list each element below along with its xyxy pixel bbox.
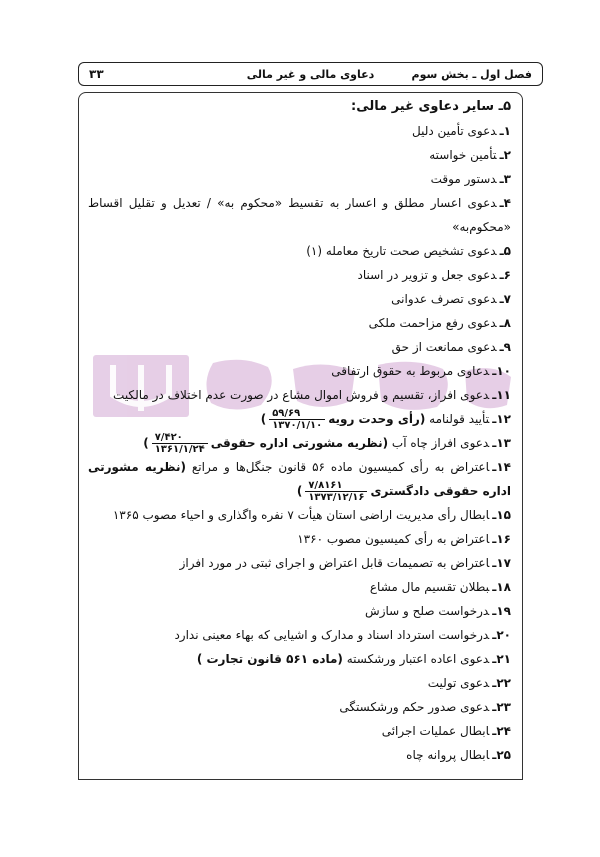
item-text: دعوی ممانعت از حق (391, 340, 497, 354)
item-text: اعتراض به رأی کمیسیون مصوب ۱۳۶۰ (297, 532, 490, 546)
list-item (88, 167, 511, 191)
list-item (88, 623, 511, 647)
citation-label: (نظریه مشورتی اداره حقوقی دادگستری (88, 460, 511, 498)
page-number: ۳۳ (89, 67, 104, 81)
item-text: دعوی اعسار مطلق و اعسار به تقسیط «محکوم به» / تعدیل و تقلیل اقساط «محکوم‌به» (88, 196, 511, 234)
item-text: اعتراض به تصمیمات قابل اعتراض و اجرای ثبتی در مورد افراز (179, 556, 490, 570)
list-item (88, 599, 511, 623)
item-number: ۱۳ـ (492, 436, 511, 450)
list-item (88, 119, 511, 143)
list-item (88, 191, 511, 239)
list-item (88, 551, 511, 575)
item-number: ۱۱ـ (492, 388, 511, 402)
item-text: دعوی تشخیص صحت تاریخ معامله (۱) (306, 244, 497, 258)
list-item (88, 719, 511, 743)
item-number: ۳ـ (499, 172, 511, 186)
item-number: ۱۷ـ (492, 556, 511, 570)
running-title: دعاوی مالی و غیر مالی (246, 67, 375, 81)
item-text: دعوی افراز، تقسیم و فروش اموال مشاع در صورت عدم اختلاف در مالکیت (113, 388, 490, 402)
citation-date: ۱۳۷۳/۱۲/۱۶ (308, 492, 365, 503)
item-number: ۲۳ـ (492, 700, 511, 714)
list-item (88, 575, 511, 599)
item-number: ۲۰ـ (492, 628, 511, 642)
list-item (88, 239, 511, 263)
item-number: ۶ـ (499, 268, 511, 282)
citation-number: ۷/۸۱۶۱ (305, 480, 367, 492)
item-text: ابطال رأی مدیریت اراضی استان هیأت ۷ نفره واگذاری و احیاء مصوب ۱۳۶۵ (112, 508, 490, 522)
closing-paren: ) (143, 436, 149, 450)
list-item (88, 695, 511, 719)
item-number: ۱۹ـ (492, 604, 511, 618)
item-text: دعوی تصرف عدوانی (391, 292, 497, 306)
item-text: دعوی افراز چاه آب (388, 436, 490, 450)
list-item (88, 647, 511, 671)
item-text: بطلان تقسیم مال مشاع (369, 580, 490, 594)
list-item (88, 431, 511, 455)
section-heading: ۵ـ سایر دعاوی غیر مالی: (351, 99, 511, 114)
item-text: درخواست استرداد اسناد و مدارک و اشیایی که بهاء معینی ندارد (174, 628, 490, 642)
item-number: ۲ـ (499, 148, 511, 162)
citation-fraction (152, 432, 208, 455)
list-item (88, 335, 511, 359)
citation-fraction (269, 408, 325, 431)
item-number: ۲۲ـ (492, 676, 511, 690)
item-number: ۹ـ (499, 340, 511, 354)
item-number: ۱۴ـ (492, 460, 512, 474)
list-item (88, 407, 511, 431)
citation-label: (ماده ۵۶۱ قانون تجارت ) (196, 652, 343, 666)
list-item (88, 455, 511, 503)
list-item (88, 287, 511, 311)
item-number: ۱۵ـ (492, 508, 511, 522)
item-text: ابطال عملیات اجرائی (381, 724, 490, 738)
running-header (78, 62, 543, 86)
item-text: دعوی اعاده اعتبار ورشکسته (342, 652, 490, 666)
citation-label: (رأی وحدت رویه (328, 412, 426, 426)
item-number: ۱ـ (499, 124, 511, 138)
citation-date: ۱۳۷۰/۱/۱۰ (272, 420, 323, 431)
list-item (88, 671, 511, 695)
chapter-label: فصل اول ـ بخش سوم (411, 67, 532, 81)
item-text: دعوی تأمین دلیل (411, 124, 497, 138)
item-text: دعوی جعل و تزویر در اسناد (357, 268, 497, 282)
item-number: ۱۶ـ (492, 532, 511, 546)
closing-paren: ) (260, 412, 267, 426)
closing-paren: ) (296, 484, 303, 498)
citation-date: ۱۳۶۱/۱/۲۴ (154, 444, 205, 455)
item-text: تأیید قولنامه (425, 412, 490, 426)
item-text: دعوی تولیت (427, 676, 490, 690)
item-text: اعتراض به رأی کمیسیون ماده ۵۶ قانون جنگل‌ها و مراتع (185, 460, 490, 474)
item-text: دعوی صدور حکم ورشکستگی (339, 700, 490, 714)
item-number: ۴ـ (499, 196, 511, 210)
item-number: ۲۵ـ (492, 748, 511, 762)
citation-fraction (305, 480, 367, 503)
item-number: ۷ـ (499, 292, 511, 306)
citation-label: (نظریه مشورتی اداره حقوقی (210, 436, 389, 450)
citation-number: ۷/۴۲۰ (152, 432, 208, 444)
item-number: ۲۴ـ (492, 724, 511, 738)
citation-number: ۵۹/۶۹ (269, 408, 325, 420)
item-number: ۸ـ (499, 316, 511, 330)
list-item (88, 527, 511, 551)
item-text: دعوی رفع مزاحمت ملکی (368, 316, 497, 330)
item-number: ۱۲ـ (492, 412, 511, 426)
list-item (88, 263, 511, 287)
list-item (88, 503, 511, 527)
item-number: ۱۰ـ (492, 364, 511, 378)
item-number: ۱۸ـ (492, 580, 511, 594)
document-body (88, 95, 511, 767)
list-item (88, 311, 511, 335)
item-text: درخواست صلح و سازش (365, 604, 490, 618)
list-item (88, 743, 511, 767)
item-text: دعاوی مربوط به حقوق ارتفاقی (331, 364, 490, 378)
list-item (88, 383, 511, 407)
list-item (88, 359, 511, 383)
item-text: ابطال پروانه چاه (406, 748, 490, 762)
item-text: تأمین خواسته (429, 148, 497, 162)
item-number: ۲۱ـ (492, 652, 511, 666)
item-text: دستور موقت (430, 172, 497, 186)
item-number: ۵ـ (499, 244, 511, 258)
list-item (88, 143, 511, 167)
